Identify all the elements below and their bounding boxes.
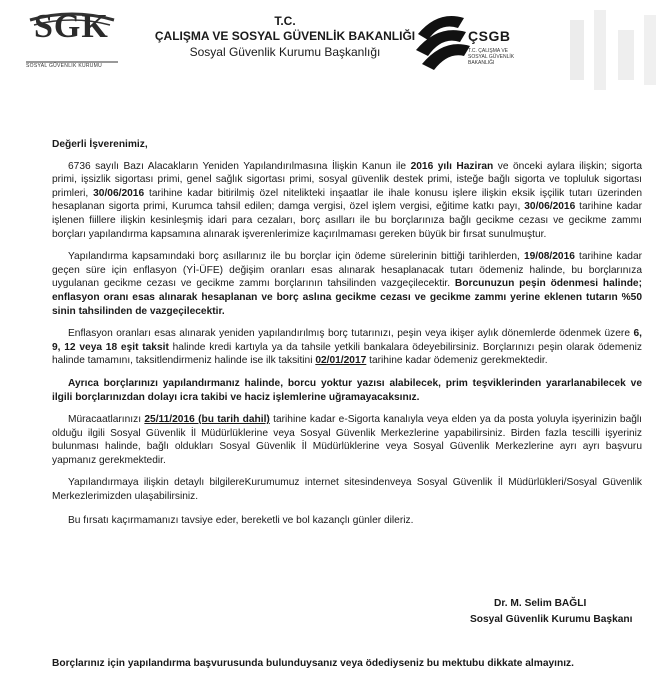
- text: Müracaatlarınızı: [68, 414, 145, 426]
- bold-text: 2016 yılı Haziran: [410, 160, 494, 172]
- letterhead: [0, 0, 670, 90]
- bold-date: 30/06/2016: [524, 201, 576, 213]
- underlined-date: 02/01/2017: [315, 355, 367, 367]
- signatory-name: Dr. M. Selim BAĞLI: [494, 598, 587, 609]
- text: tarihine kadar bitirilmiş özel nitelikteki inşaatlar ile ihale konusu işlere ilişkin eksik işçilik tutarı üzerinden hesaplanan sigorta primi, Kurumca tahsil edilen; damga vergisi, özel işlem vergisi, eğitime katkı payı,: [52, 187, 642, 213]
- watermark-decoration: [560, 0, 670, 120]
- signatory-title: Sosyal Güvenlik Kurumu Başkanı: [470, 614, 633, 625]
- closing-line: Bu fırsatı kaçırmamanızı tavsiye eder, bereketli ve bol kazançlı günler dileriz.: [68, 514, 414, 526]
- footer-note: Borçlarınız için yapılandırma başvurusunda bulunduysanız veya ödediyseniz bu mektubu dikkate almayınız.: [52, 658, 574, 669]
- csgb-logo-emblem: [408, 6, 568, 86]
- paragraph-6: Yapılandırmaya ilişkin detaylı bilgilereKurumumuz internet sitesindenveya Sosyal Güvenlik İl Müdürlükleri/Sosyal Güvenlik Merkezlerimizden ulaşabilirsiniz.: [52, 477, 642, 503]
- salutation: Değerli İşverenimiz,: [52, 139, 148, 150]
- letter-body: [52, 138, 642, 536]
- text: 6736 sayılı Bazı Alacakların Yeniden Yapılandırılmasına İlişkin Kanun ile: [68, 160, 411, 172]
- bold-text: Borcunuzun peşin ödenmesi halinde; enflasyon oranı esas alınarak hesaplanan ve borç aslına gecikme cezası ve gecikme zammı yerine eklenen tutarın %50 sinin tahsilinden de vazgeçilecektir.: [52, 278, 642, 317]
- institution-name: Sosyal Güvenlik Kurumu Başkanlığı: [189, 45, 381, 59]
- text: Yapılandırma kapsamındaki borç asıllarınız ile bu borçlar için ödeme sürelerinin bittiği tarihlerden,: [68, 251, 524, 263]
- csgb-logo-subtitle: T.C. ÇALIŞMA VE SOSYAL GÜVENLİK BAKANLIĞI: [468, 48, 515, 66]
- paragraph-2: [52, 250, 642, 318]
- ministry-name: ÇALIŞMA VE SOSYAL GÜVENLİK BAKANLIĞI: [154, 29, 416, 43]
- text: Enflasyon oranları esas alınarak yeniden yapılandırılmış borç tutarınızı, peşin veya ikişer aylık dönemlerde ödenmek üzere: [68, 328, 634, 340]
- sgk-logo-subtitle: SOSYAL GÜVENLİK KURUMU: [26, 63, 103, 69]
- text: tarihine kadar e-Sigorta kanalıyla veya elden ya da posta yoluyla işyerinizin bağlı olduğu ilgili Sosyal Güvenlik İl Müdürlüklerine veya Sosyal Güvenlik Merkezlerine yapabilirsiniz. Birden fazla tescilli işyeriniz bulunması halinde, bağlı oldukları Sosyal Güvenlik İl Müdürlüklerine veya Sosyal Güvenlik Merkezlerine ayrı ayrı başvuru yapmanız gerekmektedir.: [52, 414, 642, 466]
- text: tarihine kadar ödemeniz gerekmektedir.: [366, 355, 548, 367]
- text: tarihine kadar işlenen fiillere ilişkin kesinleşmiş idari para cezaları, borç asılları ile bu borçlarınıza bağlı gecikme cezası ve gecikme zammı borçları yapılandırma kapsamına alınarak işverenlerimize kaçırılmaması gereken büyük bir fırsat sunulmuştur.: [52, 201, 642, 240]
- bold-text: 6, 9, 12 veya 18 eşit taksit: [52, 328, 642, 353]
- text: halinde kredi kartıyla ya da tahsile yetkili bankalara ödeyebilirsiniz. Borçlarınızı peşin olarak ödemeniz halinde tamamını, taksitlendirmeniz halinde ise ilk taksitini: [52, 341, 642, 367]
- signature-block: [470, 596, 660, 628]
- ministry-title-block: [150, 14, 420, 60]
- bold-date: 30/06/2016: [93, 187, 145, 199]
- underlined-date: 25/11/2016 (bu tarih dahil): [144, 414, 270, 426]
- text: ve önceki aylara ilişkin; sigorta primi, işsizlik sigortası primi, genel sağlık sigortası primi, sosyal güvenlik destek primi, isteğe bağlı sigorta ve topluluk sigortası primleri,: [52, 160, 642, 199]
- bold-date: 19/08/2016: [523, 251, 575, 263]
- csgb-logo-text: ÇSGB: [468, 28, 511, 44]
- tc-label: T.C.: [274, 14, 296, 28]
- bold-text: Ayrıca borçlarınızı yapılandırmanız halinde, borcu yoktur yazısı alabilecek, prim teşviklerinden yararlanabilecek ve ilgili borçlarınızdan dolayı icra takibi ve haciz işlemlerine uğramayacaksınız.: [52, 377, 642, 403]
- text: tarihine kadar geçen süre için enflasyon (Yİ-ÜFE) değişim oranları esas alınarak hesaplanacak tutarı ödemeniz halinde, bu borçlarınıza uygulanan gecikme cezası ve gecikme zammı borçlarının tahsilinden vazgeçilecektir.: [52, 251, 642, 290]
- paragraph-4: [52, 377, 642, 404]
- paragraph-1: [52, 160, 642, 242]
- paragraph-5: [52, 413, 642, 467]
- paragraph-3: [52, 327, 642, 368]
- sgk-logo-text: SGK: [34, 8, 109, 45]
